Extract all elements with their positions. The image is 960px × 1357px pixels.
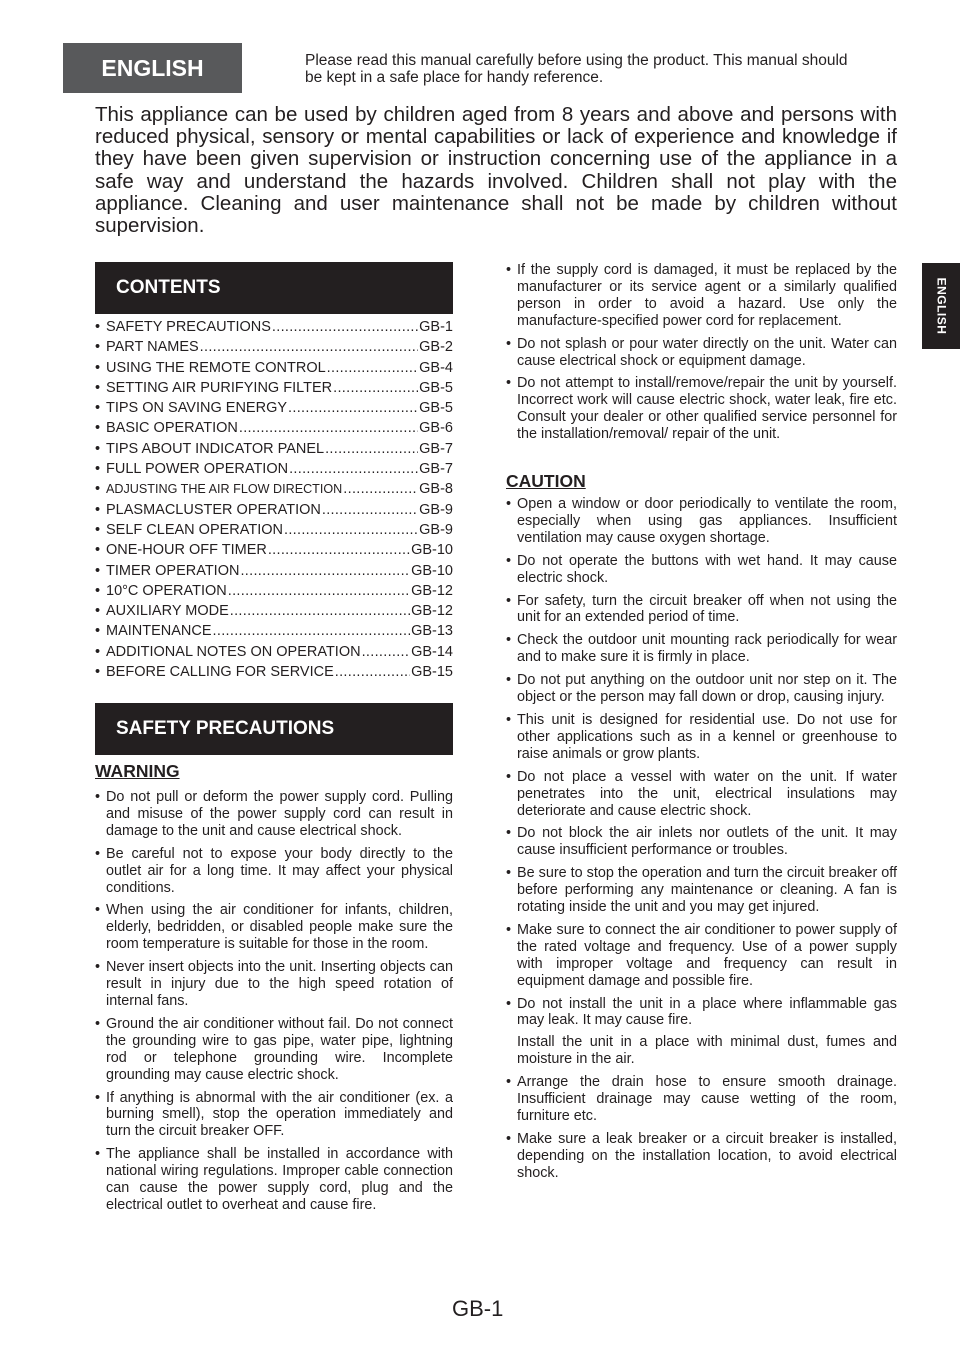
toc-item-page: GB-13 xyxy=(411,623,453,640)
toc-item[interactable]: • ADJUSTING THE AIR FLOW DIRECTION ..... GB-8 xyxy=(95,481,453,501)
toc-item-title: PLASMACLUSTER OPERATION xyxy=(106,501,321,518)
toc-item[interactable]: • ONE-HOUR OFF TIMER ..... GB-10 xyxy=(95,542,453,562)
toc-item[interactable]: • SELF CLEAN OPERATION ..... GB-9 xyxy=(95,522,453,542)
toc-item-page: GB-9 xyxy=(419,501,453,518)
language-side-tab xyxy=(922,263,960,349)
toc-item[interactable]: • MAINTENANCE ..... GB-13 xyxy=(95,623,453,643)
toc-item[interactable]: • BEFORE CALLING FOR SERVICE ..... GB-15 xyxy=(95,664,453,684)
warning-item: • If the supply cord is damaged, it must be replaced by the manufacturer or its service agent or a similarly qualified person in order to avoid a hazard. Use only the manufacture-specified power cord for replacement. xyxy=(506,262,897,330)
caution-list xyxy=(506,496,897,1188)
toc-item-page: GB-15 xyxy=(411,664,453,681)
toc-item-title: TIPS ON SAVING ENERGY xyxy=(106,400,288,417)
side-tab-label: ENGLISH xyxy=(934,277,948,335)
warning-list-continued xyxy=(506,262,897,449)
caution-item: • Do not put anything on the outdoor unit nor step on it. The object or the person may fall down or drop, causing injury. xyxy=(506,672,897,706)
toc-item-page: GB-12 xyxy=(411,603,453,620)
toc-item[interactable]: • TIPS ON SAVING ENERGY ..... GB-5 xyxy=(95,400,453,420)
toc-item[interactable]: • TIPS ABOUT INDICATOR PANEL ..... GB-7 xyxy=(95,441,453,461)
warning-list xyxy=(95,789,453,1220)
toc-item-title: SELF CLEAN OPERATION xyxy=(106,521,283,538)
toc-item-title: TIPS ABOUT INDICATOR PANEL xyxy=(106,440,325,457)
warning-item: • Ground the air conditioner without fail. Do not connect the grounding wire to gas pipe, water pipe, lightning rod or telephone grounding wire. Incomplete grounding may cause electric shock. xyxy=(95,1016,453,1084)
safety-heading: SAFETY PRECAUTIONS xyxy=(95,703,453,755)
toc-item-page: GB-2 xyxy=(419,339,453,356)
toc-item[interactable]: • BASIC OPERATION ..... GB-6 xyxy=(95,420,453,440)
toc-item-title: 10°C OPERATION xyxy=(106,582,227,599)
warning-item: • Do not splash or pour water directly on the unit. Water can cause electrical shock or equipment damage. xyxy=(506,336,897,370)
toc-item-title: ADDITIONAL NOTES ON OPERATION xyxy=(106,643,361,660)
toc-item-title: BASIC OPERATION xyxy=(106,420,238,437)
toc-item-page: GB-14 xyxy=(411,643,453,660)
toc-item[interactable]: • USING THE REMOTE CONTROL ..... GB-4 xyxy=(95,360,453,380)
caution-item: • Open a window or door periodically to ventilate the room, especially when using gas appliances. Insufficient ventilation may cause oxygen shortage. xyxy=(506,496,897,547)
toc-item[interactable]: • ADDITIONAL NOTES ON OPERATION ..... GB-14 xyxy=(95,644,453,664)
caution-item: • Check the outdoor unit mounting rack periodically for wear and to make sure it is firmly in place. xyxy=(506,632,897,666)
toc-item-page: GB-1 xyxy=(419,319,453,335)
toc-item-page: GB-12 xyxy=(411,582,453,599)
toc-item-title: AUXILIARY MODE xyxy=(106,603,229,620)
toc-item-title: ONE-HOUR OFF TIMER xyxy=(106,542,267,559)
warning-item: • Never insert objects into the unit. Inserting objects can result in injury due to the high speed rotation of internal fans. xyxy=(95,959,453,1010)
warning-item: • When using the air conditioner for infants, children, elderly, bedridden, or disabled people make sure the room temperature is suitable for those in the room. xyxy=(95,902,453,953)
warning-item: • Do not pull or deform the power supply cord. Pulling and misuse of the power supply cord can result in damage to the unit and cause electrical shock. xyxy=(95,789,453,840)
toc-item-page: GB-4 xyxy=(419,359,453,376)
toc-item-page: GB-7 xyxy=(419,440,453,457)
caution-item: • Arrange the drain hose to ensure smooth drainage. Insufficient drainage may cause wetting of the room, furniture etc. xyxy=(506,1074,897,1125)
toc-item-title: TIMER OPERATION xyxy=(106,562,240,579)
toc-item-title: USING THE REMOTE CONTROL xyxy=(106,359,326,376)
warning-item: • The appliance shall be installed in accordance with national wiring regulations. Improper cable connection can cause the power supply cord, plug and the electrical outlet to overheat and cause fire. xyxy=(95,1146,453,1214)
toc-item[interactable]: • PLASMACLUSTER OPERATION ..... GB-9 xyxy=(95,502,453,522)
toc-item[interactable]: • PART NAMES ..... GB-2 xyxy=(95,339,453,359)
toc-item-page: GB-9 xyxy=(419,521,453,538)
page-number: GB-1 xyxy=(452,1296,504,1321)
toc-item-title: MAINTENANCE xyxy=(106,623,212,640)
caution-note: Install the unit in a place with minimal dust, fumes and moisture in the air. xyxy=(517,1034,897,1068)
lead-paragraph: This appliance can be used by children aged from 8 years and above and persons with reduced physical, sensory or mental capabilities or lack of experience and knowledge if they have been given supervision or instruction concerning use of the appliance in a safe way and understand the hazards involved. Children shall not play with the appliance. Cleaning and user maintenance shall not be made by children without supervision. xyxy=(95,103,897,238)
toc-item-page: GB-10 xyxy=(411,562,453,579)
toc-item[interactable]: • SAFETY PRECAUTIONS ..... GB-1 xyxy=(95,319,453,339)
toc-item[interactable]: • TIMER OPERATION ..... GB-10 xyxy=(95,563,453,583)
caution-item: • Do not block the air inlets nor outlets of the unit. It may cause insufficient performance or troubles. xyxy=(506,825,897,859)
toc-item[interactable]: • FULL POWER OPERATION ..... GB-7 xyxy=(95,461,453,481)
contents-list xyxy=(95,319,453,684)
toc-item[interactable]: • SETTING AIR PURIFYING FILTER ..... GB-5 xyxy=(95,380,453,400)
caution-item: • For safety, turn the circuit breaker off when not using the unit for an extended period of time. xyxy=(506,593,897,627)
toc-item-title: SETTING AIR PURIFYING FILTER xyxy=(106,379,333,396)
caution-item: • Do not install the unit in a place where inflammable gas may leak. It may cause fire. xyxy=(506,996,897,1030)
caution-item: • This unit is designed for residential use. Do not use for other applications such as in a kennel or greenhouse to raise animals or grow plants. xyxy=(506,712,897,763)
toc-item-title: PART NAMES xyxy=(106,339,199,356)
caution-item: • Be sure to stop the operation and turn the circuit breaker off before performing any maintenance or cleaning. A fan is rotating inside the unit and you may get injured. xyxy=(506,865,897,916)
warning-item: • Be careful not to expose your body directly to the outlet air for a long time. It may affect your physical conditions. xyxy=(95,846,453,897)
toc-item-page: GB-5 xyxy=(419,379,453,396)
toc-item[interactable]: • 10°C OPERATION ..... GB-12 xyxy=(95,583,453,603)
warning-item: • Do not attempt to install/remove/repair the unit by yourself. Incorrect work will cause electric shock, water leak, fire etc. Consult your dealer or other qualified service personnel for the installation/removal/ repair of the unit. xyxy=(506,375,897,443)
toc-item-page: GB-6 xyxy=(419,420,453,437)
caution-item: • Make sure to connect the air conditioner to power supply of the rated voltage and frequency. Use of a power supply with improper voltage and frequency can result in equipment damage and possible fire. xyxy=(506,922,897,990)
toc-item-page: GB-7 xyxy=(419,461,453,478)
contents-heading: CONTENTS xyxy=(95,262,453,314)
toc-item-title: BEFORE CALLING FOR SERVICE xyxy=(106,664,334,681)
toc-item[interactable]: • AUXILIARY MODE ..... GB-12 xyxy=(95,603,453,623)
caution-item: • Do not operate the buttons with wet hand. It may cause electric shock. xyxy=(506,553,897,587)
toc-item-page: GB-10 xyxy=(411,542,453,559)
toc-item-page: GB-8 xyxy=(419,481,453,498)
toc-item-title: ADJUSTING THE AIR FLOW DIRECTION xyxy=(106,482,343,497)
warning-heading: WARNING xyxy=(95,761,180,781)
caution-heading: CAUTION xyxy=(506,471,586,491)
toc-item-title: SAFETY PRECAUTIONS xyxy=(106,319,271,335)
intro-text: Please read this manual carefully before using the product. This manual should be kept in a safe place for handy reference. xyxy=(305,52,848,86)
language-label: ENGLISH xyxy=(63,43,242,93)
caution-item: • Make sure a leak breaker or a circuit breaker is installed, depending on the installation location, to avoid electrical shock. xyxy=(506,1131,897,1182)
caution-item: • Do not place a vessel with water on the unit. If water penetrates into the unit, electrical insulations may deteriorate and cause electric shock. xyxy=(506,769,897,820)
toc-item-page: GB-5 xyxy=(419,400,453,417)
warning-item: • If anything is abnormal with the air conditioner (ex. a burning smell), stop the operation immediately and turn the circuit breaker OFF. xyxy=(95,1090,453,1141)
toc-item-title: FULL POWER OPERATION xyxy=(106,461,289,478)
